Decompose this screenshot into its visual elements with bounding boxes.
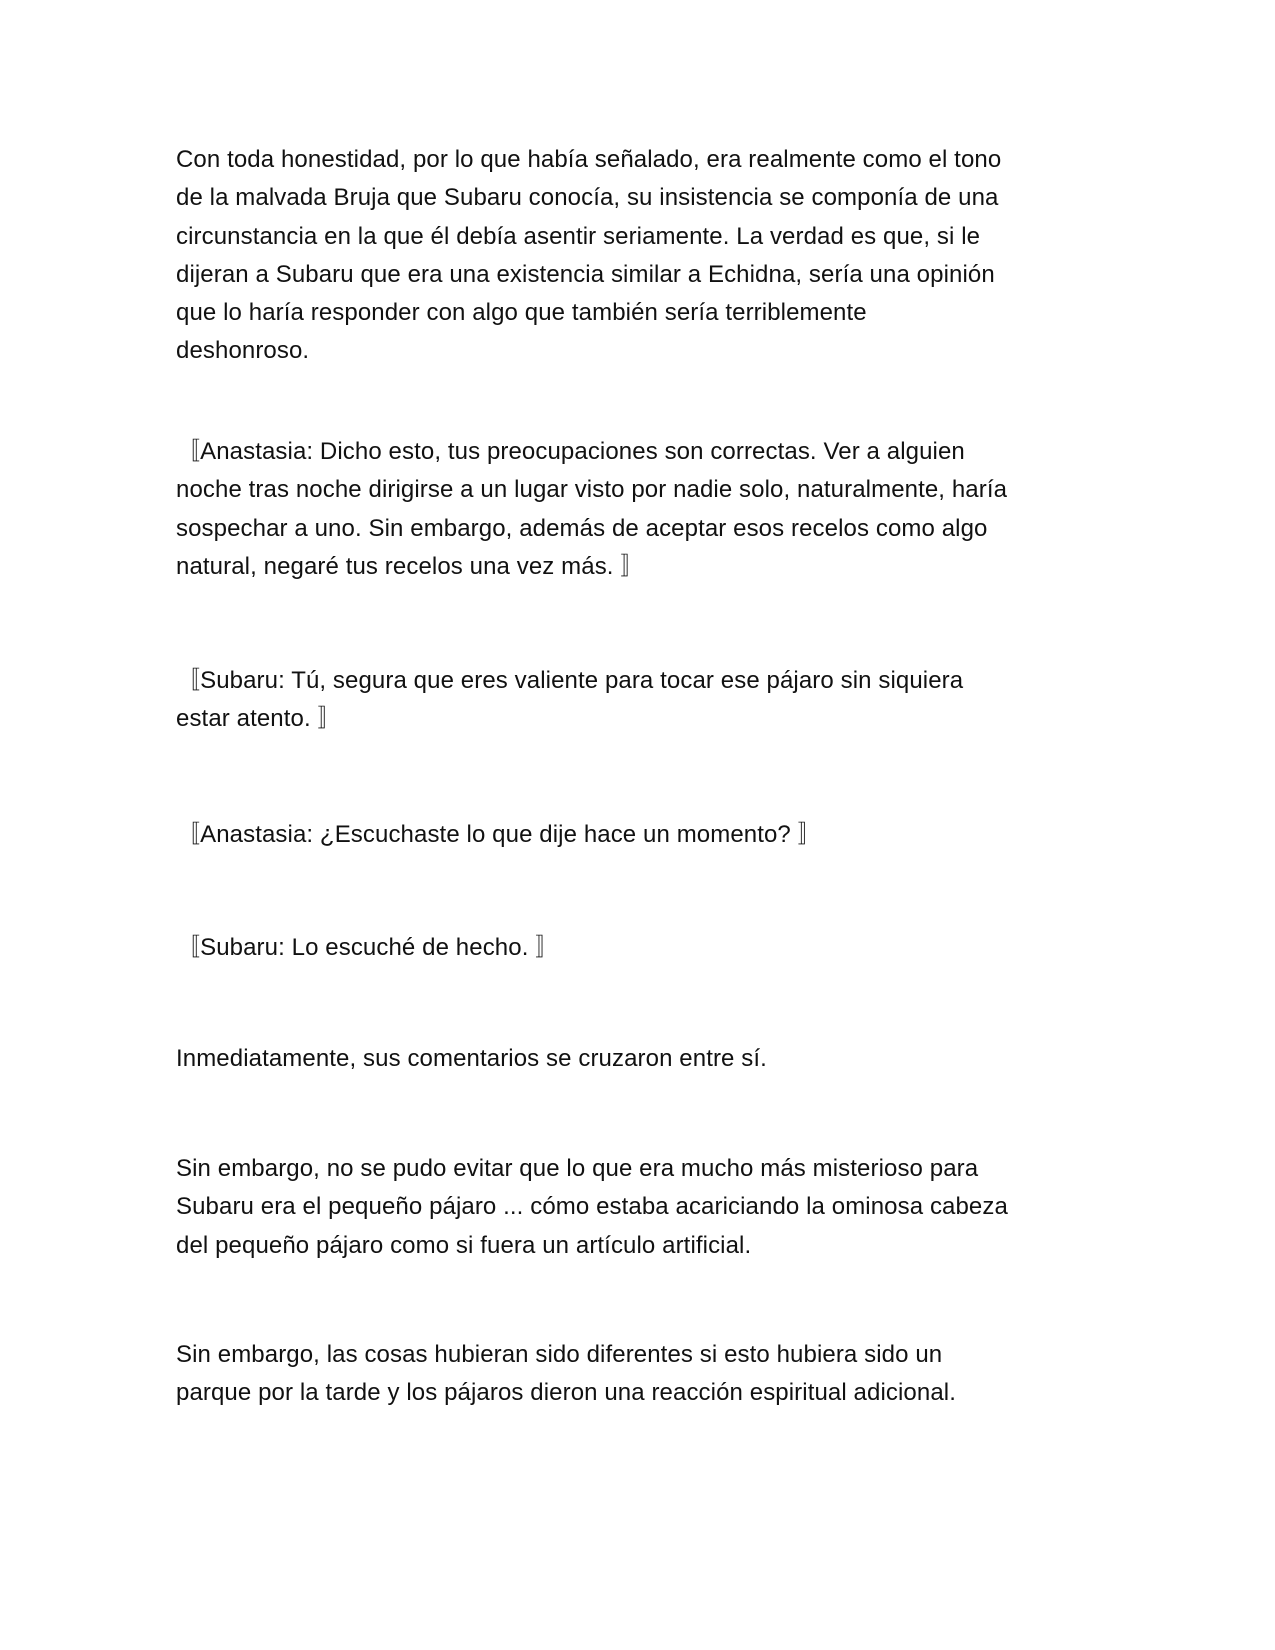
text-line: Con toda honestidad, por lo que había señalado, era realmente como el tono	[176, 146, 1002, 173]
text-line: sospechar a uno. Sin embargo, además de aceptar esos recelos como algo	[176, 514, 988, 542]
text-line: Sin embargo, las cosas hubieran sido diferentes si esto hubiera sido un	[176, 1341, 943, 1368]
paragraph-4	[176, 816, 1116, 854]
paragraph-8	[176, 1336, 1116, 1413]
text-line: 〚Subaru: Lo escuché de hecho. 〛	[176, 934, 560, 961]
text-line: 〚Subaru: Tú, segura que eres valiente para tocar ese pájaro sin siquiera	[176, 667, 964, 694]
text-line: noche tras noche dirigirse a un lugar visto por nadie solo, naturalmente, haría	[176, 476, 1008, 504]
paragraph-1	[176, 141, 1116, 371]
paragraph-7	[176, 1150, 1116, 1265]
text-line: estar atento. 〛	[176, 705, 342, 733]
paragraph-5	[176, 929, 1116, 967]
text-line: natural, negaré tus recelos una vez más. 〛	[176, 552, 645, 580]
text-line: parque por la tarde y los pájaros dieron una reacción espiritual adicional.	[176, 1379, 956, 1407]
paragraph-6	[176, 1040, 1116, 1078]
paragraph-2	[176, 433, 1116, 586]
text-line: de la malvada Bruja que Subaru conocía, su insistencia se componía de una	[176, 184, 999, 212]
text-line: Sin embargo, no se pudo evitar que lo que era mucho más misterioso para	[176, 1155, 979, 1182]
paragraph-3	[176, 662, 1116, 739]
text-line: 〚Anastasia: ¿Escuchaste lo que dije hace un momento? 〛	[176, 821, 822, 848]
text-line: Inmediatamente, sus comentarios se cruzaron entre sí.	[176, 1045, 767, 1072]
text-line: 〚Anastasia: Dicho esto, tus preocupaciones son correctas. Ver a alguien	[176, 438, 965, 465]
text-line: dijeran a Subaru que era una existencia similar a Echidna, sería una opinión	[176, 260, 995, 288]
text-line: deshonroso.	[176, 337, 310, 365]
text-line: que lo haría responder con algo que también sería terriblemente	[176, 299, 867, 327]
text-line: Subaru era el pequeño pájaro ... cómo estaba acariciando la ominosa cabeza	[176, 1193, 1008, 1221]
text-line: circunstancia en la que él debía asentir seriamente. La verdad es que, si le	[176, 222, 981, 250]
text-line: del pequeño pájaro como si fuera un artículo artificial.	[176, 1231, 752, 1259]
